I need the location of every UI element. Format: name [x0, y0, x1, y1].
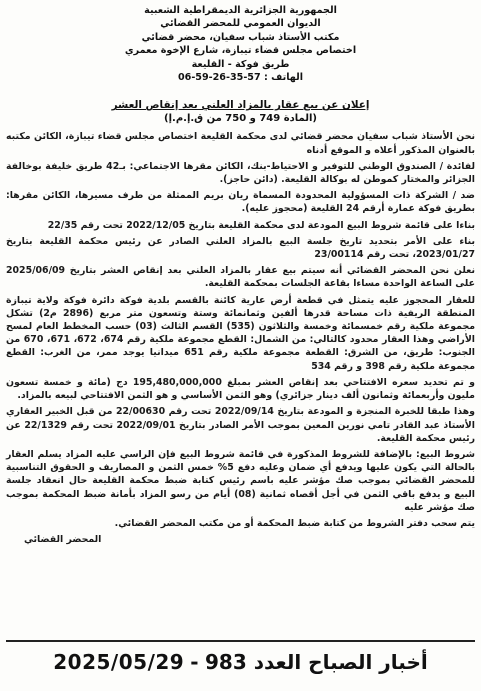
- paragraph-price: و تم تحديد سعره الافتتاحي بعد إنقاص العشر بمبلغ 195,480,000,000 دج (مائة و خمسة تسعون مليون وأربعمائة وثمانون ألف دينار جزائري) وهو الثمن الأساسي و هو الثمن الافتتاحي لبيعه بالمزاد.: [6, 376, 475, 402]
- header-office: الديوان العمومي للمحضر القضائي: [160, 18, 321, 30]
- paragraph-creditor: لفائدة / الصندوق الوطني للتوفير و الاحتياط-بنك، الكائن مقرها الاجتماعي: بـ42 طريق خليفة بوخالفة الجزائر والمختار كموطن له بوكالة القليعة. (دائن حاجز).: [6, 160, 476, 186]
- footer-separator: -: [190, 650, 200, 674]
- paragraph-sale-terms: شروط البيع: بالإضافة للشروط المذكورة في قائمة شروط البيع فإن الراسي عليه المزاد يسلم العقار بالحالة التي يكون عليها ويدفع أي ضمان وعليه دفع 5% خمس الثمن و المصاريف و الحقوق التناسبية للمحضر القضائي بموجب صك مؤشر عليه باسم رئيس كتابة ضبط محكمة القليعة حال انعقاد جلسة البيع و يدفع باقي الثمن في أجل أقصاه ثمانية (08) أيام من رسو المزاد بأمانة ضبط المحكمة بموجب صك مؤشر عليه: [6, 448, 476, 513]
- paragraph-conditions-list: بناءا على قائمة شروط البيع المودعة لدى محكمة القليعة بتاريخ 2022/12/05 تحت رقم 22/35: [47, 219, 475, 231]
- paragraph-debtor: ضد / الشركة ذات المسؤولية المحدودة المسماة ريان بريم الممثلة من طرف مسيرها، الكائن مقرها: بطريق فوكة عمارة أرقم 24 القليعة (محجوز عليه).: [6, 190, 475, 215]
- office-header: [6, 4, 475, 84]
- phone-label: الهاتف :: [264, 72, 304, 84]
- newspaper-footer: [6, 640, 475, 682]
- notice-body: [6, 130, 475, 546]
- header-jurisdiction: اختصاص مجلس قضاء تيبازة، شارع الإخوة معمري: [124, 45, 357, 57]
- phone-number: 06-59-26-35-57: [177, 72, 261, 84]
- paragraph-property: للعقار المحجوز عليه يتمثل في قطعة أرض عارية كائنة بالقسم بلدية فوكة دائرة فوكة ولاية تيبازة المنطقة الريفية ذات مساحة قدرها ألفين وثمانمائة وستة وتسعون متر مربع (2896 م2) تشكل مجموعة ملكية رقم خمسمائة وخمسة والثلاثون (535) القسم الثالث (03) حسب المخطط العام لمسح الأراضي وهذا العقار محدود كالتالي: من الشمال: القطع مجموعة ملكية رقم 674، 672، 671، 670 من الجنوب: طريق، من الشرق: القطعة مجموعة ملكية رقم 651 ميدانيا يوجد ممر، من الغرب: القطع مجموعة ملكية رقم 398 و رقم 534: [6, 294, 476, 372]
- signature: المحضر القضائي: [24, 534, 102, 546]
- notice-title-block: [6, 98, 475, 125]
- notice-title: إعلان عن بيع عقار بالمزاد العلني بعد إنقاص العشر: [111, 99, 370, 112]
- header-phone: [6, 71, 475, 84]
- publication-date: 2025/05/29: [53, 650, 185, 674]
- newspaper-issue: أخبار الصباح العدد 983: [205, 650, 428, 674]
- notice-articles: (المادة 749 و 750 من ق.إ.م.إ): [164, 113, 317, 125]
- paragraph-order: بناء على الأمر بتحديد تاريخ جلسة البيع بالمزاد العلني الصادر عن رئيس محكمة القليعة بتاريخ 2023/01/27، تحت رقم 23/00114: [6, 235, 475, 261]
- header-country: الجمهورية الجزائرية الديمقراطية الشعبية: [144, 5, 337, 16]
- paragraph-intro: نحن الأستاذ شباب سفيان محضر قضائي لدى محكمة القليعة اختصاص مجلس قضاء تيبازة، الكائن مكتبه بالعنوان المذكور أعلاه و الموقع أدناه: [6, 131, 475, 156]
- paragraph-sale-date: نعلن نحن المحضر القضائي أنه سيتم بيع عقار بالمزاد العلني بعد إنقاص العشر بتاريخ 2025/06/09 على الساعة الواحدة مساءا بقاعة الجلسات بمحكمة القليعة.: [6, 265, 475, 290]
- header-road: طريق فوكة - القليعة: [191, 58, 290, 70]
- paragraph-expertise: وهذا طبقا للخبرة المنجزة و المودعة بتاريخ 2022/09/14 تحت رقم 22/00630 من قبل الخبير العقاري الأستاذ عبد القادر تامي نورين المعين بموجب الأمر الصادر بتاريخ 2022/09/01 تحت رقم 22/1329 عن رئيس محكمة القليعة.: [6, 406, 475, 444]
- paragraph-withdrawal: يتم سحب دفتر الشروط من كتابة ضبط المحكمة أو من مكتب المحضر القضائي.: [114, 517, 475, 529]
- header-bailiff: مكتب الأستاذ شباب سفيان، محضر قضائي: [141, 31, 340, 43]
